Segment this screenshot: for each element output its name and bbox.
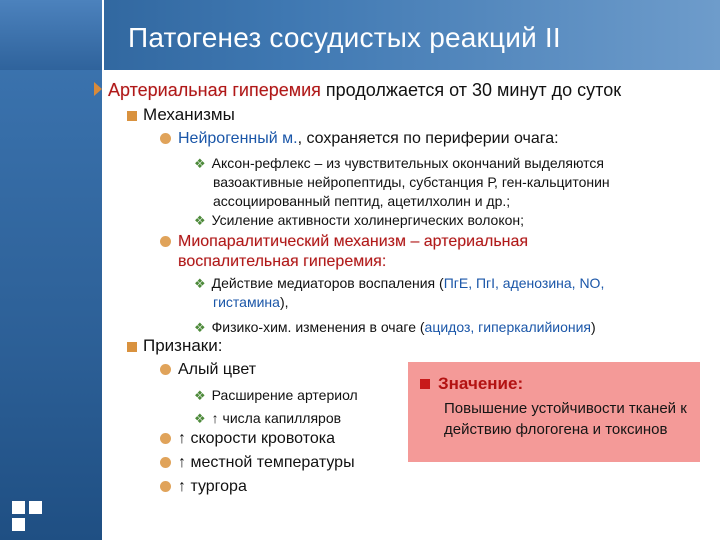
myo-main-1: Миопаралитический механизм – артериальная xyxy=(178,233,529,250)
circle-bullet-icon xyxy=(160,364,171,375)
diamond-bullet-icon: ❖ xyxy=(194,388,206,403)
diamond-bullet-icon: ❖ xyxy=(194,156,206,171)
footer-page-number: Стр. 6 xyxy=(672,520,704,532)
bullet-item: ❖ Аксон-рефлекс – из чувствительных окончаний выделяются xyxy=(194,155,604,171)
myo-main-2: воспалительная гиперемия: xyxy=(178,253,387,270)
bullet-continuation: ассоциированный пептид, ацетилхолин и др.; xyxy=(213,193,511,209)
bullet-item: ❖ Физико-хим. изменения в очаге (ацидоз, гиперкалийиония) xyxy=(194,319,596,335)
list-item: ↑ местной температуры xyxy=(160,451,355,475)
circle-bullet-icon xyxy=(160,133,171,144)
signs-line xyxy=(127,336,222,356)
circle-bullet-icon xyxy=(160,457,171,468)
mechanisms-line xyxy=(127,105,235,125)
footer-copyright: Copyright L. Gerasimova xyxy=(366,520,488,532)
square-bullet-icon xyxy=(420,379,430,389)
neuro-line xyxy=(160,130,559,148)
myo-bullets xyxy=(194,274,694,337)
square-bullet-icon xyxy=(127,342,137,352)
list-item: ↑ скорости кровотока xyxy=(160,427,355,451)
significance-body: Повышение устойчивости тканей к действию флогогена и токсинов xyxy=(444,400,687,438)
neuro-bullets xyxy=(194,154,694,230)
heading-line xyxy=(94,80,621,101)
circle-bullet-icon xyxy=(160,481,171,492)
bullet-item: ❖ Расширение артериол xyxy=(194,384,358,407)
circle-bullet-icon xyxy=(160,236,171,247)
myo-block xyxy=(160,232,640,272)
diamond-bullet-icon: ❖ xyxy=(194,276,206,291)
list-item: ↑ тургора xyxy=(160,475,355,499)
slide-title: Патогенез сосудистых реакций II xyxy=(128,22,561,53)
bullet-continuation: гистамина), xyxy=(213,294,289,310)
neuro-main: Нейрогенный м. xyxy=(178,130,298,147)
sign-sub-bullets xyxy=(194,384,358,430)
mechanisms-label: Механизмы xyxy=(143,105,235,124)
neuro-rest: , сохраняется по периферии очага: xyxy=(297,130,559,147)
significance-title: Значение: xyxy=(420,374,523,394)
diamond-bullet-icon: ❖ xyxy=(194,213,206,228)
circle-bullet-icon xyxy=(160,433,171,444)
diamond-bullet-icon: ❖ xyxy=(194,411,206,426)
signs-label: Признаки: xyxy=(143,336,223,355)
diamond-bullet-icon: ❖ xyxy=(194,320,206,335)
bullet-item: ❖ Действие медиаторов воспаления (ПгЕ, ПгI, аденозина, NO, xyxy=(194,275,605,291)
square-bullet-icon xyxy=(127,111,137,121)
arrow-bullet-icon xyxy=(94,82,102,96)
footer-date: фев-18 xyxy=(112,520,149,532)
sign-items xyxy=(160,427,355,499)
heading-main: Артериальная гиперемия xyxy=(108,80,321,100)
heading-rest: продолжается от 30 минут до суток xyxy=(320,80,622,100)
sign-color: Алый цвет xyxy=(160,361,256,379)
bullet-item: ❖ ↑ числа капилляров xyxy=(194,407,358,430)
decor-squares-icon xyxy=(8,495,48,535)
bullet-continuation: вазоактивные нейропептиды, субстанция Р, ген-кальцитонин xyxy=(213,174,610,190)
bullet-item: ❖ Усиление активности холинергических волокон; xyxy=(194,212,525,228)
